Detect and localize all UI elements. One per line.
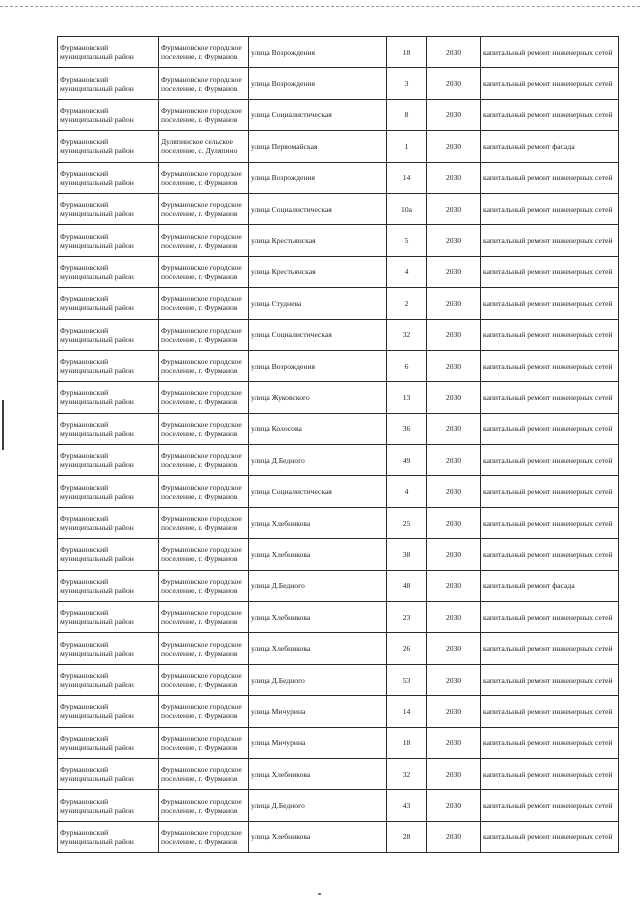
year-cell: 2030 — [427, 256, 481, 287]
table-row — [58, 319, 619, 350]
table-row — [58, 413, 619, 444]
street-cell: улица Возрождения — [249, 37, 387, 68]
work-type-cell: капитальный ремонт инженерных сетей — [481, 476, 619, 507]
district-cell: Фурмановский муниципальный район — [58, 476, 159, 507]
work-type-cell: капитальный ремонт фасада — [481, 570, 619, 601]
settlement-cell: Фурмановское городское поселение, г. Фурманов — [159, 696, 249, 727]
work-type-cell: капитальный ремонт инженерных сетей — [481, 68, 619, 99]
street-cell: улица Хлебникова — [249, 633, 387, 664]
district-cell: Фурмановский муниципальный район — [58, 193, 159, 224]
house-number-cell: 48 — [387, 570, 427, 601]
work-type-cell: капитальный ремонт инженерных сетей — [481, 162, 619, 193]
house-number-cell: 26 — [387, 633, 427, 664]
house-number-cell: 6 — [387, 350, 427, 381]
work-type-cell: капитальный ремонт фасада — [481, 131, 619, 162]
street-cell: улица Мичурина — [249, 727, 387, 758]
settlement-cell: Фурмановское городское поселение, г. Фурманов — [159, 319, 249, 350]
house-number-cell: 32 — [387, 758, 427, 789]
table-row — [58, 131, 619, 162]
district-cell: Фурмановский муниципальный район — [58, 570, 159, 601]
work-type-cell: капитальный ремонт инженерных сетей — [481, 99, 619, 130]
work-type-cell: капитальный ремонт инженерных сетей — [481, 696, 619, 727]
district-cell: Фурмановский муниципальный район — [58, 162, 159, 193]
settlement-cell: Фурмановское городское поселение, г. Фурманов — [159, 288, 249, 319]
house-number-cell: 32 — [387, 319, 427, 350]
settlement-cell: Дуляпинское сельское поселение, с. Дуляпино — [159, 131, 249, 162]
district-cell: Фурмановский муниципальный район — [58, 225, 159, 256]
work-type-cell: капитальный ремонт инженерных сетей — [481, 193, 619, 224]
house-number-cell: 10а — [387, 193, 427, 224]
work-type-cell: капитальный ремонт инженерных сетей — [481, 664, 619, 695]
district-cell: Фурмановский муниципальный район — [58, 539, 159, 570]
street-cell: улица Студнева — [249, 288, 387, 319]
street-cell: улица Социалистическая — [249, 99, 387, 130]
settlement-cell: Фурмановское городское поселение, г. Фурманов — [159, 445, 249, 476]
year-cell: 2030 — [427, 633, 481, 664]
street-cell: улица Возрождения — [249, 162, 387, 193]
table-row — [58, 37, 619, 68]
work-type-cell: капитальный ремонт инженерных сетей — [481, 727, 619, 758]
settlement-cell: Фурмановское городское поселение, г. Фурманов — [159, 37, 249, 68]
settlement-cell: Фурмановское городское поселение, г. Фурманов — [159, 570, 249, 601]
table-row — [58, 821, 619, 852]
year-cell: 2030 — [427, 664, 481, 695]
year-cell: 2030 — [427, 570, 481, 601]
settlement-cell: Фурмановское городское поселение, г. Фурманов — [159, 256, 249, 287]
house-number-cell: 1 — [387, 131, 427, 162]
settlement-cell: Фурмановское городское поселение, г. Фурманов — [159, 162, 249, 193]
district-cell: Фурмановский муниципальный район — [58, 664, 159, 695]
work-type-cell: капитальный ремонт инженерных сетей — [481, 821, 619, 852]
street-cell: улица Жуковского — [249, 382, 387, 413]
house-number-cell: 25 — [387, 507, 427, 538]
district-cell: Фурмановский муниципальный район — [58, 790, 159, 821]
house-number-cell: 49 — [387, 445, 427, 476]
table-row — [58, 225, 619, 256]
work-type-cell: капитальный ремонт инженерных сетей — [481, 602, 619, 633]
street-cell: улица Крестьянская — [249, 225, 387, 256]
district-cell: Фурмановский муниципальный район — [58, 382, 159, 413]
street-cell: улица Социалистическая — [249, 319, 387, 350]
house-number-cell: 3 — [387, 68, 427, 99]
year-cell: 2030 — [427, 445, 481, 476]
settlement-cell: Фурмановское городское поселение, г. Фурманов — [159, 225, 249, 256]
table-row — [58, 68, 619, 99]
work-type-cell: капитальный ремонт инженерных сетей — [481, 225, 619, 256]
year-cell: 2030 — [427, 131, 481, 162]
house-number-cell: 23 — [387, 602, 427, 633]
scan-speck — [318, 893, 321, 895]
district-cell: Фурмановский муниципальный район — [58, 288, 159, 319]
table-row — [58, 507, 619, 538]
year-cell: 2030 — [427, 288, 481, 319]
district-cell: Фурмановский муниципальный район — [58, 758, 159, 789]
year-cell: 2030 — [427, 225, 481, 256]
house-number-cell: 5 — [387, 225, 427, 256]
year-cell: 2030 — [427, 539, 481, 570]
year-cell: 2030 — [427, 696, 481, 727]
table-row — [58, 727, 619, 758]
work-type-cell: капитальный ремонт инженерных сетей — [481, 256, 619, 287]
table-row — [58, 790, 619, 821]
settlement-cell: Фурмановское городское поселение, г. Фурманов — [159, 507, 249, 538]
year-cell: 2030 — [427, 821, 481, 852]
settlement-cell: Фурмановское городское поселение, г. Фурманов — [159, 727, 249, 758]
street-cell: улица Возрождения — [249, 68, 387, 99]
year-cell: 2030 — [427, 413, 481, 444]
district-cell: Фурмановский муниципальный район — [58, 821, 159, 852]
year-cell: 2030 — [427, 758, 481, 789]
work-type-cell: капитальный ремонт инженерных сетей — [481, 319, 619, 350]
district-cell: Фурмановский муниципальный район — [58, 633, 159, 664]
street-cell: улица Хлебникова — [249, 821, 387, 852]
year-cell: 2030 — [427, 162, 481, 193]
street-cell: улица Хлебникова — [249, 507, 387, 538]
house-number-cell: 4 — [387, 256, 427, 287]
year-cell: 2030 — [427, 382, 481, 413]
street-cell: улица Крестьянская — [249, 256, 387, 287]
table-row — [58, 445, 619, 476]
year-cell: 2030 — [427, 99, 481, 130]
street-cell: улица Мичурина — [249, 696, 387, 727]
street-cell: улица Хлебникова — [249, 602, 387, 633]
house-number-cell: 53 — [387, 664, 427, 695]
table-row — [58, 539, 619, 570]
house-number-cell: 8 — [387, 99, 427, 130]
district-cell: Фурмановский муниципальный район — [58, 350, 159, 381]
work-type-cell: капитальный ремонт инженерных сетей — [481, 350, 619, 381]
table-row — [58, 288, 619, 319]
settlement-cell: Фурмановское городское поселение, г. Фурманов — [159, 664, 249, 695]
scan-margin-mark — [2, 400, 4, 450]
year-cell: 2030 — [427, 319, 481, 350]
table-row — [58, 664, 619, 695]
street-cell: улица Хлебникова — [249, 758, 387, 789]
table-row — [58, 602, 619, 633]
year-cell: 2030 — [427, 476, 481, 507]
street-cell: улица Возрождения — [249, 350, 387, 381]
year-cell: 2030 — [427, 790, 481, 821]
year-cell: 2030 — [427, 507, 481, 538]
settlement-cell: Фурмановское городское поселение, г. Фурманов — [159, 350, 249, 381]
table-row — [58, 350, 619, 381]
work-type-cell: капитальный ремонт инженерных сетей — [481, 758, 619, 789]
street-cell: улица Д.Бедного — [249, 790, 387, 821]
house-number-cell: 14 — [387, 696, 427, 727]
house-number-cell: 13 — [387, 382, 427, 413]
house-number-cell: 4 — [387, 476, 427, 507]
district-cell: Фурмановский муниципальный район — [58, 37, 159, 68]
house-number-cell: 36 — [387, 413, 427, 444]
street-cell: улица Социалистическая — [249, 193, 387, 224]
work-type-cell: капитальный ремонт инженерных сетей — [481, 790, 619, 821]
house-number-cell: 28 — [387, 821, 427, 852]
settlement-cell: Фурмановское городское поселение, г. Фурманов — [159, 758, 249, 789]
district-cell: Фурмановский муниципальный район — [58, 445, 159, 476]
street-cell: улица Социалистическая — [249, 476, 387, 507]
year-cell: 2030 — [427, 350, 481, 381]
house-number-cell: 14 — [387, 162, 427, 193]
table-row — [58, 256, 619, 287]
table-row — [58, 570, 619, 601]
district-cell: Фурмановский муниципальный район — [58, 256, 159, 287]
work-type-cell: капитальный ремонт инженерных сетей — [481, 539, 619, 570]
work-type-cell: капитальный ремонт инженерных сетей — [481, 445, 619, 476]
district-cell: Фурмановский муниципальный район — [58, 727, 159, 758]
house-number-cell: 43 — [387, 790, 427, 821]
settlement-cell: Фурмановское городское поселение, г. Фурманов — [159, 193, 249, 224]
district-cell: Фурмановский муниципальный район — [58, 319, 159, 350]
settlement-cell: Фурмановское городское поселение, г. Фурманов — [159, 68, 249, 99]
house-number-cell: 38 — [387, 539, 427, 570]
housing-repair-table — [57, 36, 619, 853]
table-row — [58, 696, 619, 727]
street-cell: улица Хлебникова — [249, 539, 387, 570]
house-number-cell: 2 — [387, 288, 427, 319]
district-cell: Фурмановский муниципальный район — [58, 696, 159, 727]
district-cell: Фурмановский муниципальный район — [58, 507, 159, 538]
table-body — [58, 37, 619, 853]
district-cell: Фурмановский муниципальный район — [58, 413, 159, 444]
year-cell: 2030 — [427, 727, 481, 758]
year-cell: 2030 — [427, 37, 481, 68]
settlement-cell: Фурмановское городское поселение, г. Фурманов — [159, 476, 249, 507]
table-row — [58, 162, 619, 193]
house-number-cell: 18 — [387, 727, 427, 758]
street-cell: улица Д.Бедного — [249, 570, 387, 601]
settlement-cell: Фурмановское городское поселение, г. Фурманов — [159, 413, 249, 444]
district-cell: Фурмановский муниципальный район — [58, 131, 159, 162]
work-type-cell: капитальный ремонт инженерных сетей — [481, 413, 619, 444]
settlement-cell: Фурмановское городское поселение, г. Фурманов — [159, 633, 249, 664]
settlement-cell: Фурмановское городское поселение, г. Фурманов — [159, 382, 249, 413]
house-number-cell: 18 — [387, 37, 427, 68]
work-type-cell: капитальный ремонт инженерных сетей — [481, 382, 619, 413]
work-type-cell: капитальный ремонт инженерных сетей — [481, 37, 619, 68]
street-cell: улица Колосова — [249, 413, 387, 444]
settlement-cell: Фурмановское городское поселение, г. Фурманов — [159, 539, 249, 570]
year-cell: 2030 — [427, 68, 481, 99]
table-row — [58, 382, 619, 413]
year-cell: 2030 — [427, 193, 481, 224]
scan-top-rule — [0, 6, 640, 7]
settlement-cell: Фурмановское городское поселение, г. Фурманов — [159, 821, 249, 852]
street-cell: улица Д.Бедного — [249, 664, 387, 695]
street-cell: улица Первомайская — [249, 131, 387, 162]
street-cell: улица Д.Бедного — [249, 445, 387, 476]
settlement-cell: Фурмановское городское поселение, г. Фурманов — [159, 790, 249, 821]
settlement-cell: Фурмановское городское поселение, г. Фурманов — [159, 99, 249, 130]
table-row — [58, 476, 619, 507]
table-row — [58, 99, 619, 130]
work-type-cell: капитальный ремонт инженерных сетей — [481, 507, 619, 538]
work-type-cell: капитальный ремонт инженерных сетей — [481, 633, 619, 664]
district-cell: Фурмановский муниципальный район — [58, 68, 159, 99]
settlement-cell: Фурмановское городское поселение, г. Фурманов — [159, 602, 249, 633]
district-cell: Фурмановский муниципальный район — [58, 99, 159, 130]
table-row — [58, 758, 619, 789]
table-row — [58, 193, 619, 224]
work-type-cell: капитальный ремонт инженерных сетей — [481, 288, 619, 319]
district-cell: Фурмановский муниципальный район — [58, 602, 159, 633]
year-cell: 2030 — [427, 602, 481, 633]
table-row — [58, 633, 619, 664]
